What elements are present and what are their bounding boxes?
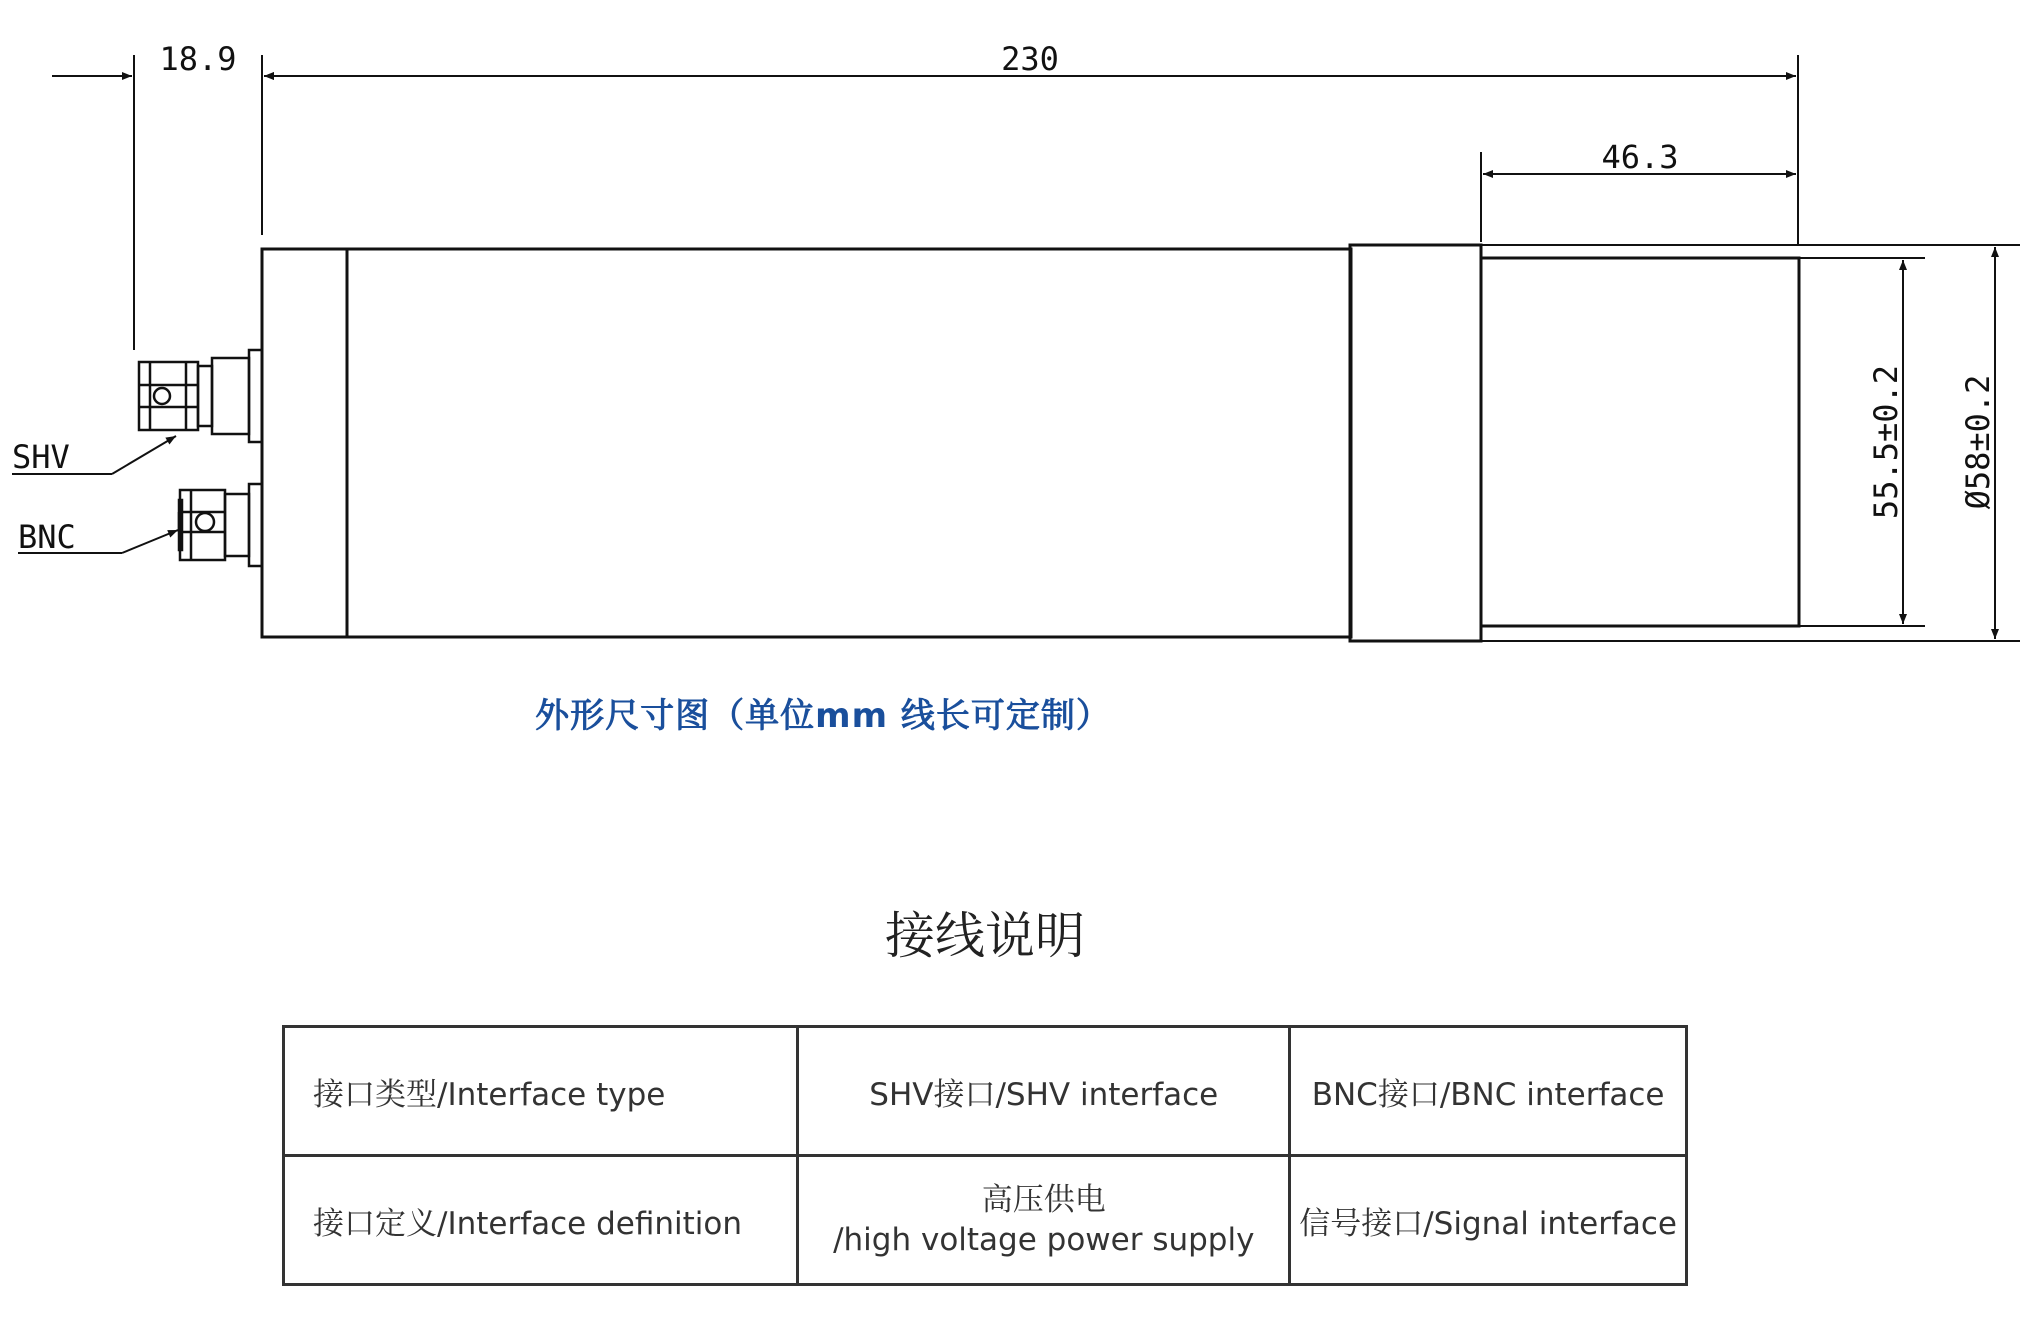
drawing-caption: 外形尺寸图（单位mm 线长可定制） [535,696,1111,736]
outer-diameter-value: Ø58±0.2 [1959,374,1997,510]
interface-type-label: 接口类型/Interface type [284,1027,798,1156]
shv-definition-en: /high voltage power supply [833,1222,1255,1258]
shv-definition-zh: 高压供电 [981,1182,1106,1218]
dimension-connector-offset [52,55,340,350]
end-cap [1481,258,1799,626]
shv-interface-cell: SHV接口/SHV interface [798,1027,1290,1156]
shv-connector-drawing [139,350,262,442]
table-row [284,1027,1687,1156]
connector-offset-value: 18.9 [159,40,237,78]
dimension-outer-diameter [1482,245,2020,641]
detector-body [262,249,1351,637]
wiring-section-title: 接线说明 [885,907,1085,965]
wiring-table [282,1025,1688,1286]
shv-definition-cell [798,1156,1290,1285]
table-row [284,1156,1687,1285]
inner-diameter-value: 55.5±0.2 [1867,364,1905,520]
bnc-label: BNC [18,518,76,556]
collar-ring [1350,245,1481,641]
end-cap-length-value: 46.3 [1601,138,1679,176]
bnc-interface-cell: BNC接口/BNC interface [1290,1027,1687,1156]
dimension-overall-length [262,55,1798,245]
bnc-definition-cell: 信号接口/Signal interface [1290,1156,1687,1285]
bnc-connector-drawing [179,484,262,566]
interface-definition-label: 接口定义/Interface definition [284,1156,798,1285]
dimension-inner-diameter [1800,258,1925,626]
shv-label: SHV [12,438,70,476]
overall-length-value: 230 [1001,40,1059,78]
